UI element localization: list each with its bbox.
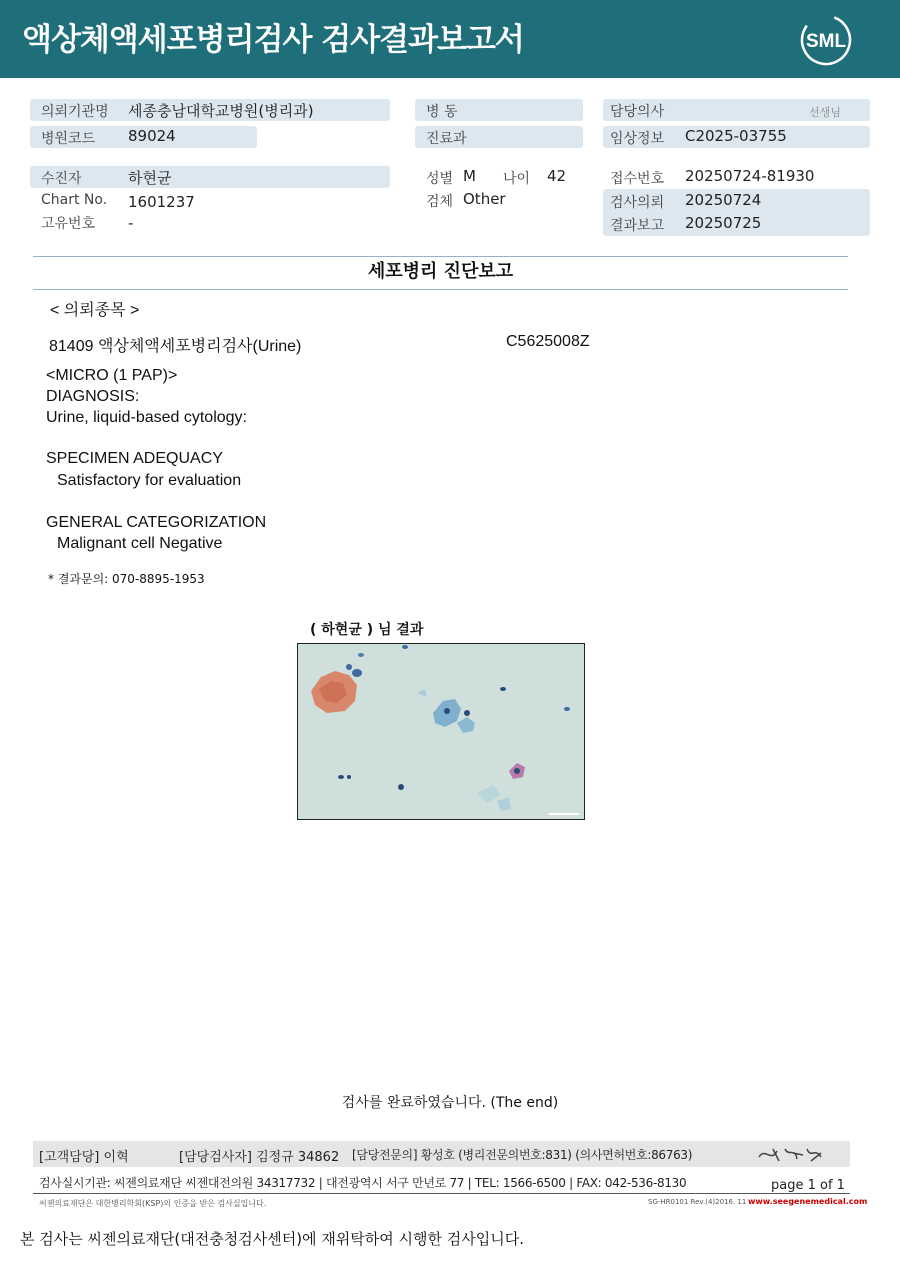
diagnosis-text: Urine, liquid-based cytology: [46,409,247,426]
institution-info: 검사실시기관: 씨젠의료재단 씨젠대전의원 34317732 | 대전광역시 서구 만년로 77 | TEL: 1566-6500 | FAX: 042-536-8130 [39,1176,687,1190]
unique-no-label: 고유번호 [41,216,96,232]
hospital-code-value: 89024 [128,127,176,145]
categorization-text: Malignant cell Negative [57,535,223,552]
result-report-label: 결과보고 [610,218,665,234]
sex-value: M [463,167,476,185]
result-report-value: 20250725 [685,214,762,232]
micro-line: <MICRO (1 PAP)> [46,367,178,384]
patient-row-bg [30,166,390,188]
website-link[interactable]: www.seegenemedical.com [748,1197,868,1206]
unique-no-value: - [128,214,134,232]
certification: 씨젠의료재단은 대한병리학회(KSP)의 인증을 받은 검사실입니다. [39,1199,267,1208]
chart-no-value: 1601237 [128,193,195,211]
result-inquiry: * 결과문의: 070-8895-1953 [48,572,205,586]
section-rule-bottom [33,289,848,290]
hospital-code-label: 병원코드 [41,131,96,147]
cytology-micrograph [297,643,585,820]
end-text: 검사를 완료하였습니다. (The end) [341,1095,559,1111]
test-request-value: 20250724 [685,191,762,209]
specialist: [담당전문의] 황성호 (병리전문의번호:831) (의사면허번호:86763) [352,1148,693,1162]
clinical-info-label: 임상정보 [610,131,665,147]
page-number: page 1 of 1 [771,1178,845,1193]
age-value: 42 [547,167,567,185]
svg-text:SML: SML [805,31,847,52]
request-items-heading: < 의뢰종목 > [50,302,140,319]
ward-label: 병 동 [426,104,458,120]
diagnosis-heading: DIAGNOSIS: [46,388,140,405]
clinical-info-value: C2025-03755 [685,127,787,145]
report-title: 액상체액세포병리검사 검사결과보고서 [22,22,524,58]
adequacy-heading: SPECIMEN ADEQUACY [46,450,223,467]
patient-name: 하현균 [128,169,172,187]
doctor-label: 담당의사 [610,104,665,120]
age-label: 나이 [503,171,531,187]
section-title: 세포병리 진단보고 [367,261,514,282]
sml-logo [800,14,852,66]
sex-label: 성별 [426,171,454,187]
customer-rep: [고객담당] 이혁 [39,1150,129,1165]
test-code: C5625008Z [506,333,590,350]
patient-label: 수진자 [41,171,82,187]
signature [755,1143,825,1167]
department-label: 진료과 [426,131,467,147]
form-code: SG-HR0101 Rev.(4)2016. 11 [648,1198,747,1206]
doctor-suffix: 선생님 [809,106,841,119]
image-caption: ( 하현균 ) 님 결과 [310,622,424,638]
specimen-label: 검체 [426,194,454,210]
receipt-no-value: 20250724-81930 [685,167,815,185]
receipt-no-label: 접수번호 [610,171,665,187]
re-outsourcing-note: 본 검사는 씨젠의료재단(대전충청검사센터)에 재위탁하여 시행한 검사입니다. [20,1230,524,1248]
categorization-heading: GENERAL CATEGORIZATION [46,514,267,531]
chart-no-label: Chart No. [41,192,108,208]
institution-label: 의뢰기관명 [41,104,109,120]
tester: [담당검사자] 김정규 34862 [179,1150,340,1165]
test-item: 81409 액상체액세포병리검사(Urine) [49,338,302,355]
footer-rule [33,1193,850,1194]
specimen-value: Other [463,190,506,208]
institution-value: 세종충남대학교병원(병리과) [128,102,314,120]
test-request-label: 검사의뢰 [610,195,665,211]
adequacy-text: Satisfactory for evaluation [57,472,242,489]
